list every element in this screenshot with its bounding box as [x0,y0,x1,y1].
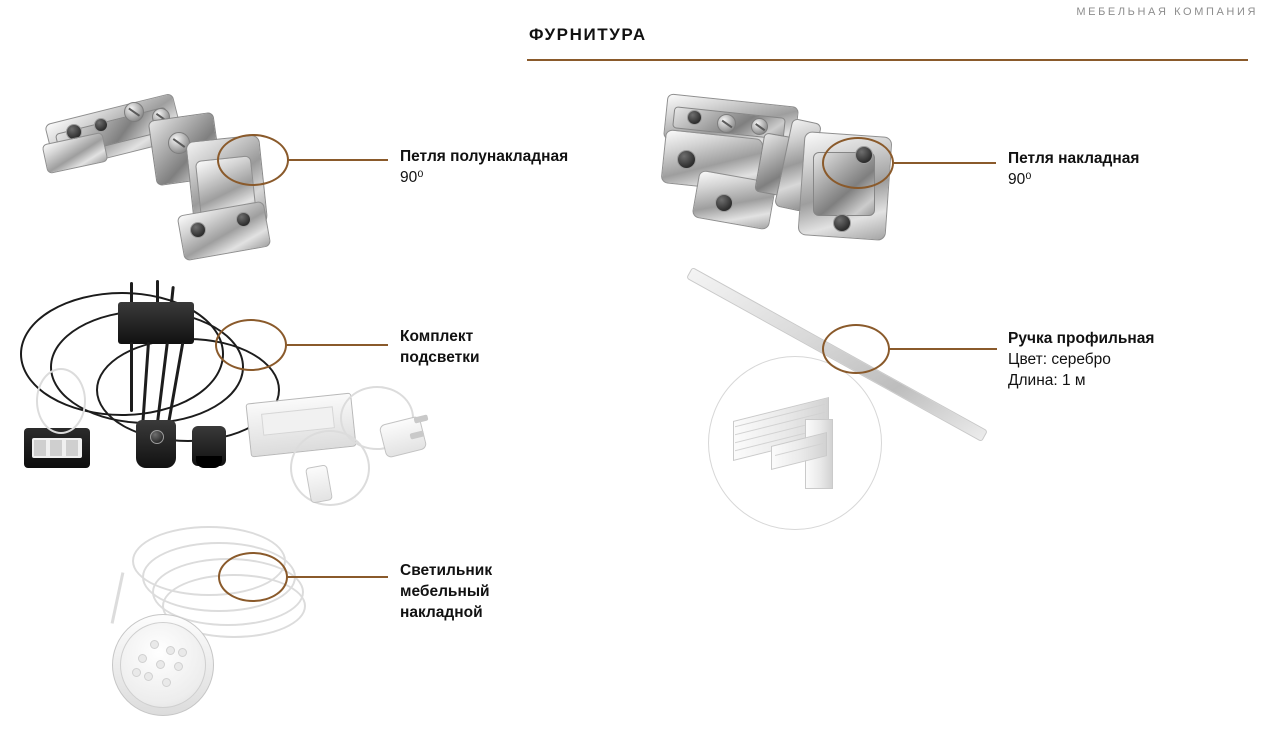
led-puck-icon [90,520,350,700]
item-color: Цвет: серебро [1008,351,1111,368]
item-caption [400,560,620,623]
lamp-bracket [136,420,176,468]
item-caption [1008,328,1238,391]
callout-leader [288,159,388,161]
item-title-line3: накладной [400,604,483,621]
callout-circle [822,324,890,374]
controller-box [118,302,194,344]
callout-leader [286,344,388,346]
profile-zoom-circle [708,356,882,530]
callout-leader [893,162,996,164]
item-title: Петля полунакладная [400,148,569,165]
item-title-line1: Комплект [400,328,474,345]
item-caption [400,146,630,188]
lighting-kit-icon [10,280,430,510]
item-subtitle: 90⁰ [1008,171,1032,188]
item-length: Длина: 1 м [1008,372,1086,389]
callout-circle [218,552,288,602]
page-title: ФУРНИТУРА [529,25,647,44]
item-caption [400,326,620,368]
callout-circle [822,137,894,189]
callout-circle [217,134,289,186]
callout-leader [889,348,997,350]
item-title-line2: подсветки [400,349,480,366]
item-title-line2: мебельный [400,583,490,600]
title-divider [527,59,1248,61]
item-title: Петля накладная [1008,150,1140,167]
company-brand: МЕБЕЛЬНАЯ КОМПАНИЯ [1076,6,1258,18]
item-title-line1: Светильник [400,562,493,579]
item-title: Ручка профильная [1008,330,1155,347]
item-subtitle: 90⁰ [400,169,424,186]
callout-circle [215,319,287,371]
item-caption [1008,148,1238,190]
callout-leader [287,576,388,578]
